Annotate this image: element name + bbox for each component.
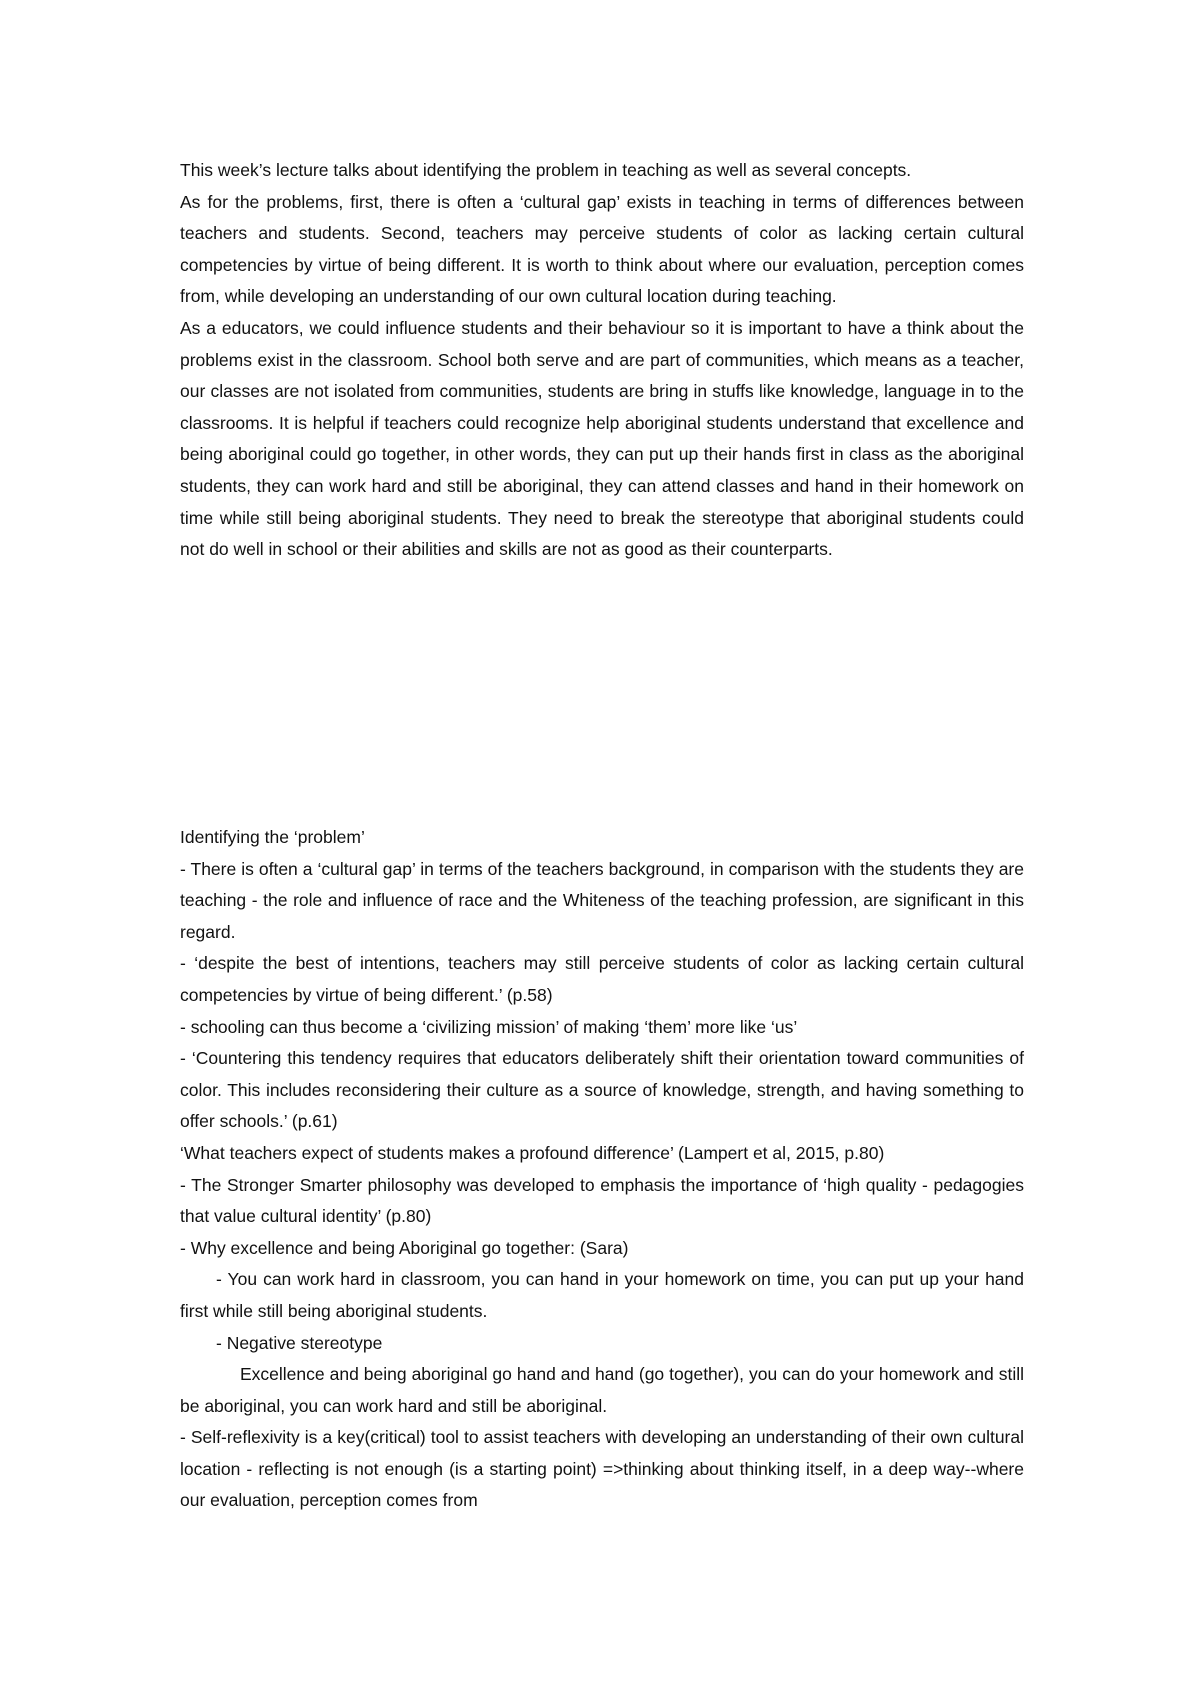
notes-section (180, 822, 1024, 1517)
lecture-summary-section (180, 155, 1024, 566)
note-subitem-go-together: Excellence and being aboriginal go hand and hand (go together), you can do your homework and still be aboriginal, you can work hard and still be aboriginal. (180, 1364, 1024, 1416)
note-subitem-work-hard: - You can work hard in classroom, you can hand in your homework on time, you can put up your hand first while still being aboriginal students. (180, 1269, 1024, 1321)
note-item-stronger-smarter: - The Stronger Smarter philosophy was developed to emphasis the importance of ‘high quality - pedagogies that value cultural identity’ (p.80) (180, 1174, 1024, 1227)
summary-paragraph-problems: As for the problems, first, there is often a ‘cultural gap’ exists in teaching in terms of differences between teachers and students. Second, teachers may perceive students of color as lacking certain cultural competencies by virtue of being different. It is worth to think about where our evaluation, perception comes from, while developing an understanding of our own cultural location during teaching. (180, 191, 1024, 307)
note-item-cultural-gap: - There is often a ‘cultural gap’ in terms of the teachers background, in comparison with the students they are teaching - the role and influence of race and the Whiteness of the teaching profession, are significant in this regard. (180, 858, 1024, 942)
summary-paragraph-educators: As a educators, we could influence students and their behaviour so it is important to have a think about the problems exist in the classroom. School both serve and are part of communities, which means as a teacher, our classes are not isolated from communities, students are bring in stuffs like knowledge, language in to the classrooms. It is helpful if teachers could recognize help aboriginal students understand that excellence and being aboriginal could go together, in other words, they can put up their hands first in class as the aboriginal students, they can work hard and still be aboriginal, they can attend classes and hand in their homework on time while still being aboriginal students. They need to break the stereotype that aboriginal students could not do well in school or their abilities and skills are not as good as their counterparts. (180, 317, 1024, 560)
note-item-civilizing-mission: - schooling can thus become a ‘civilizing mission’ of making ‘them’ more like ‘us’ (180, 1016, 798, 1037)
notes-heading: Identifying the ‘problem’ (180, 827, 365, 847)
note-subitem-negative-stereotype: - Negative stereotype (216, 1332, 383, 1353)
summary-paragraph-intro: This week’s lecture talks about identifying the problem in teaching as well as several concepts. (180, 160, 912, 180)
note-item-best-intentions: - ‘despite the best of intentions, teachers may still perceive students of color as lacking certain cultural competencies by virtue of being different.’ (p.58) (180, 953, 1024, 1005)
note-item-excellence-aboriginal: - Why excellence and being Aboriginal go together: (Sara) (180, 1237, 629, 1258)
note-item-self-reflexivity: - Self-reflexivity is a key(critical) tool to assist teachers with developing an understanding of their own cultural location - reflecting is not enough (is a starting point) =>thinking about thinking itself, in a deep way--where our evaluation, perception comes from (180, 1427, 1024, 1511)
note-item-countering-tendency: - ‘Countering this tendency requires that educators deliberately shift their orientation toward communities of color. This includes reconsidering their culture as a source of knowledge, strength, and having something to offer schools.’ (p.61) (180, 1048, 1024, 1132)
note-item-teacher-expectations: ‘What teachers expect of students makes a profound difference’ (Lampert et al, 2015, p.80) (180, 1142, 885, 1163)
